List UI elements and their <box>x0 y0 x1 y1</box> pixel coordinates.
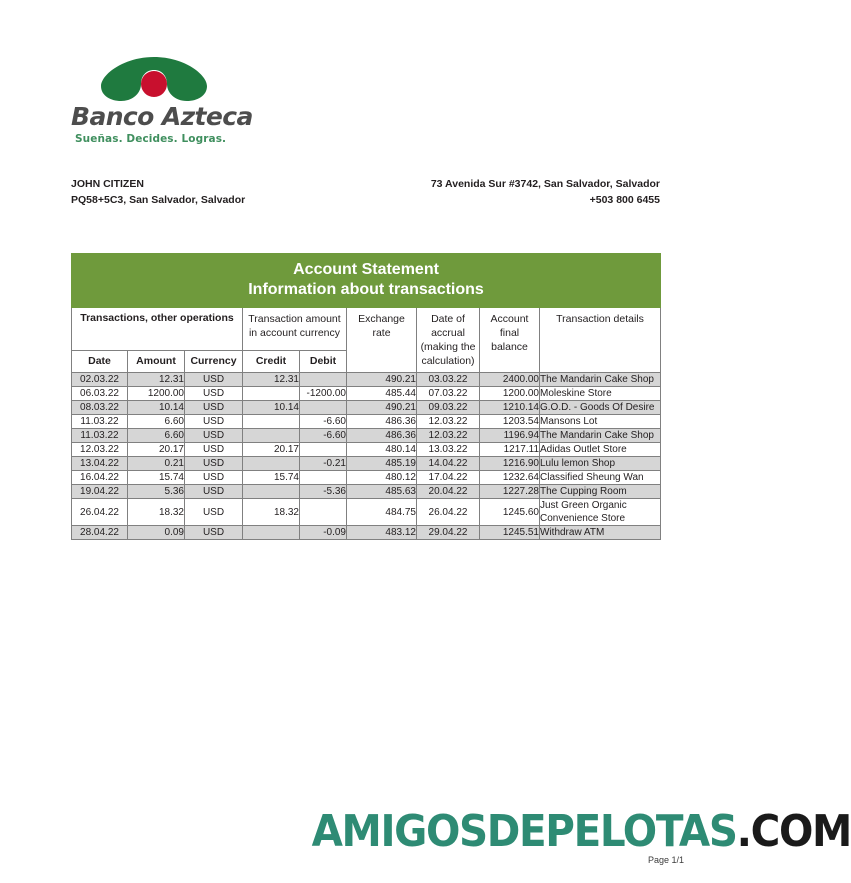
cell-details: Just Green Organic Convenience Store <box>540 499 661 526</box>
statement-title <box>72 254 661 308</box>
cell-details: Lulu lemon Shop <box>540 457 661 471</box>
cell-debit: -1200.00 <box>300 387 347 401</box>
cell-debit: -0.21 <box>300 457 347 471</box>
cell-credit: 15.74 <box>243 471 300 485</box>
cell-credit <box>243 526 300 540</box>
statement-group-header-row <box>72 308 661 351</box>
bank-logo-block <box>71 55 331 145</box>
cell-rate: 483.12 <box>347 526 417 540</box>
customer-block <box>71 176 245 208</box>
cell-debit <box>300 373 347 387</box>
cell-date: 12.03.22 <box>72 443 128 457</box>
cell-debit: -0.09 <box>300 526 347 540</box>
bank-wordmark: Banco Azteca <box>71 102 253 131</box>
cell-amount: 18.32 <box>128 499 185 526</box>
table-row <box>72 415 661 429</box>
cell-rate: 484.75 <box>347 499 417 526</box>
cell-debit <box>300 471 347 485</box>
cell-debit <box>300 499 347 526</box>
cell-balance: 1227.28 <box>480 485 540 499</box>
party-address-row <box>71 176 660 208</box>
cell-currency: USD <box>185 429 243 443</box>
group-header-transactions: Transactions, other operations <box>72 308 243 351</box>
table-row <box>72 373 661 387</box>
cell-accrual: 09.03.22 <box>417 401 480 415</box>
cell-date: 11.03.22 <box>72 415 128 429</box>
cell-rate: 485.63 <box>347 485 417 499</box>
column-header-credit: Credit <box>243 350 300 372</box>
cell-rate: 486.36 <box>347 415 417 429</box>
banco-azteca-eye-icon <box>99 55 209 103</box>
table-row <box>72 471 661 485</box>
table-row <box>72 401 661 415</box>
cell-amount: 1200.00 <box>128 387 185 401</box>
cell-debit: -6.60 <box>300 429 347 443</box>
cell-rate: 480.12 <box>347 471 417 485</box>
statement-title-line2: Information about transactions <box>248 281 484 298</box>
cell-balance: 1210.14 <box>480 401 540 415</box>
cell-credit <box>243 457 300 471</box>
group-header-date-of-accrual: Date of accrual (making the calculation) <box>417 308 480 373</box>
cell-currency: USD <box>185 485 243 499</box>
cell-currency: USD <box>185 471 243 485</box>
group-header-amount-in-account-currency: Transaction amount in account currency <box>243 308 347 351</box>
table-row <box>72 526 661 540</box>
watermark-suffix: .COM <box>736 806 851 857</box>
cell-balance: 1203.54 <box>480 415 540 429</box>
cell-rate: 480.14 <box>347 443 417 457</box>
cell-amount: 15.74 <box>128 471 185 485</box>
cell-currency: USD <box>185 373 243 387</box>
cell-currency: USD <box>185 415 243 429</box>
cell-credit: 10.14 <box>243 401 300 415</box>
cell-details: Moleskine Store <box>540 387 661 401</box>
cell-balance: 1245.60 <box>480 499 540 526</box>
table-row <box>72 429 661 443</box>
cell-date: 28.04.22 <box>72 526 128 540</box>
cell-balance: 1217.11 <box>480 443 540 457</box>
cell-amount: 20.17 <box>128 443 185 457</box>
bank-tagline: Sueñas. Decides. Logras. <box>75 133 227 146</box>
cell-rate: 490.21 <box>347 401 417 415</box>
cell-amount: 12.31 <box>128 373 185 387</box>
cell-balance: 2400.00 <box>480 373 540 387</box>
cell-credit: 20.17 <box>243 443 300 457</box>
cell-details: The Cupping Room <box>540 485 661 499</box>
cell-accrual: 17.04.22 <box>417 471 480 485</box>
cell-details: Withdraw ATM <box>540 526 661 540</box>
cell-balance: 1196.94 <box>480 429 540 443</box>
cell-accrual: 29.04.22 <box>417 526 480 540</box>
cell-credit <box>243 415 300 429</box>
cell-amount: 6.60 <box>128 415 185 429</box>
bank-contact-block <box>431 176 660 208</box>
cell-credit: 18.32 <box>243 499 300 526</box>
cell-accrual: 26.04.22 <box>417 499 480 526</box>
page-number-label: Page 1/1 <box>647 855 684 865</box>
cell-balance: 1232.64 <box>480 471 540 485</box>
column-header-currency: Currency <box>185 350 243 372</box>
cell-debit: -6.60 <box>300 415 347 429</box>
cell-balance: 1216.90 <box>480 457 540 471</box>
cell-date: 19.04.22 <box>72 485 128 499</box>
customer-address: PQ58+5C3, San Salvador, Salvador <box>71 194 246 206</box>
table-row <box>72 485 661 499</box>
cell-currency: USD <box>185 526 243 540</box>
statement-title-line1: Account Statement <box>293 261 439 278</box>
cell-accrual: 07.03.22 <box>417 387 480 401</box>
table-row <box>72 443 661 457</box>
cell-date: 06.03.22 <box>72 387 128 401</box>
cell-rate: 485.19 <box>347 457 417 471</box>
group-header-transaction-details: Transaction details <box>540 308 661 373</box>
cell-date: 13.04.22 <box>72 457 128 471</box>
cell-credit <box>243 429 300 443</box>
cell-debit <box>300 401 347 415</box>
cell-date: 08.03.22 <box>72 401 128 415</box>
cell-currency: USD <box>185 387 243 401</box>
cell-debit <box>300 443 347 457</box>
cell-rate: 485.44 <box>347 387 417 401</box>
statement-rows <box>72 373 661 540</box>
cell-details: The Mandarin Cake Shop <box>540 373 661 387</box>
cell-currency: USD <box>185 401 243 415</box>
table-row <box>72 387 661 401</box>
cell-accrual: 20.04.22 <box>417 485 480 499</box>
customer-name: JOHN CITIZEN <box>71 178 144 190</box>
cell-details: G.O.D. - Goods Of Desire <box>540 401 661 415</box>
cell-amount: 5.36 <box>128 485 185 499</box>
cell-currency: USD <box>185 457 243 471</box>
cell-details: Mansons Lot <box>540 415 661 429</box>
account-statement-table <box>71 253 661 540</box>
cell-credit: 12.31 <box>243 373 300 387</box>
cell-currency: USD <box>185 443 243 457</box>
cell-accrual: 13.03.22 <box>417 443 480 457</box>
bank-address: 73 Avenida Sur #3742, San Salvador, Salvador <box>430 178 660 190</box>
watermark-primary: AMIGOSDEPELOTAS <box>311 806 737 857</box>
footer-watermark-block <box>278 806 851 865</box>
cell-currency: USD <box>185 499 243 526</box>
table-row <box>72 499 661 526</box>
cell-rate: 490.21 <box>347 373 417 387</box>
cell-amount: 0.09 <box>128 526 185 540</box>
cell-balance: 1245.51 <box>480 526 540 540</box>
cell-details: The Mandarin Cake Shop <box>540 429 661 443</box>
column-header-amount: Amount <box>128 350 185 372</box>
cell-amount: 10.14 <box>128 401 185 415</box>
cell-amount: 6.60 <box>128 429 185 443</box>
group-header-exchange-rate: Exchange rate <box>347 308 417 373</box>
column-header-debit: Debit <box>300 350 347 372</box>
cell-debit: -5.36 <box>300 485 347 499</box>
site-watermark <box>311 806 851 857</box>
cell-amount: 0.21 <box>128 457 185 471</box>
cell-rate: 486.36 <box>347 429 417 443</box>
cell-accrual: 03.03.22 <box>417 373 480 387</box>
cell-date: 16.04.22 <box>72 471 128 485</box>
cell-accrual: 12.03.22 <box>417 429 480 443</box>
table-row <box>72 457 661 471</box>
cell-date: 02.03.22 <box>72 373 128 387</box>
column-header-date: Date <box>72 350 128 372</box>
cell-date: 11.03.22 <box>72 429 128 443</box>
bank-phone: +503 800 6455 <box>589 194 660 206</box>
cell-accrual: 12.03.22 <box>417 415 480 429</box>
cell-balance: 1200.00 <box>480 387 540 401</box>
cell-date: 26.04.22 <box>72 499 128 526</box>
cell-credit <box>243 387 300 401</box>
cell-details: Adidas Outlet Store <box>540 443 661 457</box>
statement-title-row <box>72 254 661 308</box>
cell-credit <box>243 485 300 499</box>
cell-details: Classified Sheung Wan <box>540 471 661 485</box>
cell-accrual: 14.04.22 <box>417 457 480 471</box>
group-header-account-final-balance: Account final balance <box>480 308 540 373</box>
